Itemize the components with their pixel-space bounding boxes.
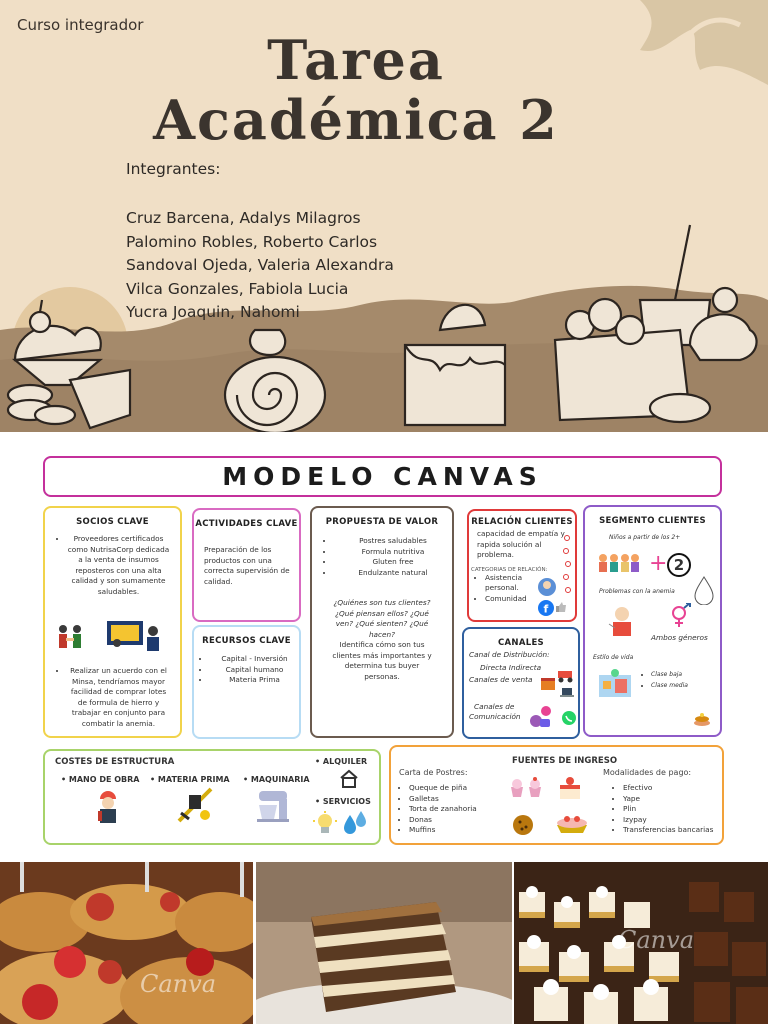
member-name: Sandoval Ojeda, Valeria Alexandra xyxy=(126,256,394,274)
propuesta-valor-box xyxy=(310,506,454,738)
recursos-item: • Capital - Inversión xyxy=(210,654,299,665)
cupcakes-icon xyxy=(507,773,547,799)
store-icon xyxy=(540,677,556,691)
pago-item: • Transferencias bancarias xyxy=(623,825,713,836)
carta-item: • Queque de piña xyxy=(409,783,477,794)
propuesta-item: • Formula nutritiva xyxy=(334,547,452,558)
segmento-class: • Clase baja xyxy=(651,670,688,681)
lifestyle-icon xyxy=(595,667,635,703)
costes-rent-label: • ALQUILER xyxy=(315,757,368,766)
segmento-lifestyle: Estilo de vida xyxy=(593,654,634,661)
canva-watermark: Canva xyxy=(140,970,216,998)
segmento-kids: Niños a partir de los 2+ xyxy=(609,534,681,541)
title-line-2: Académica 2 xyxy=(153,88,559,152)
canva-watermark: Canva xyxy=(618,926,694,954)
socios-item: • Proveedores certificados como NutrisaCorp dedicada a la venta de insumos reposteros con una alta calidad y son sumamente saludables. xyxy=(67,534,170,597)
carta-label: Carta de Postres: xyxy=(399,768,468,777)
recursos-item: • Materia Prima xyxy=(210,675,299,686)
carta-item: • Torta de zanahoria xyxy=(409,804,477,815)
costes-services: SERVICIOS xyxy=(322,797,371,806)
canvas-title: MODELO CANVAS xyxy=(43,456,722,497)
recursos-item: • Capital humano xyxy=(210,665,299,676)
laptop-icon xyxy=(560,687,574,699)
propuesta-item: • Postres saludables xyxy=(334,536,452,547)
two-badge: 2 xyxy=(667,553,691,577)
members-list xyxy=(126,207,394,325)
handshake-icon xyxy=(55,623,85,653)
actividades-clave-box xyxy=(192,508,301,622)
segmento-anemia: Problemas con la anemia xyxy=(599,588,675,595)
pastries-photo xyxy=(0,862,253,1024)
socios-item: • Realizar un acuerdo con el Minsa, tendríamos mayor facilidad de comprar lotes de formula de hierro y trabajar en conjunto para combatir la anemia. xyxy=(67,666,170,729)
fuentes-ingreso-box xyxy=(389,745,724,845)
layer-cake-image xyxy=(256,862,512,1024)
member-name: Yucra Joaquin, Nahomi xyxy=(126,303,300,321)
course-name: Curso integrador xyxy=(17,16,144,34)
carta-item: • Muffins xyxy=(409,825,477,836)
facebook-icon xyxy=(538,600,554,616)
mini-desserts-photo xyxy=(514,862,768,1024)
gender-icon xyxy=(669,603,693,631)
pago-item: • Yape xyxy=(623,794,713,805)
children-icon xyxy=(597,552,641,574)
costes-machinery-label: • MAQUINARIA xyxy=(243,775,310,784)
member-name: Palomino Robles, Roberto Carlos xyxy=(126,232,378,251)
pago-label: Modalidades de pago: xyxy=(603,768,692,777)
relacion-item: • Comunidad xyxy=(485,594,539,605)
canales-distribucion: Canal de Distribución: xyxy=(469,650,550,659)
relacion-header: RELACIÓN CLIENTES xyxy=(471,517,573,527)
meeting-icon xyxy=(107,619,165,653)
delivery-icon xyxy=(556,663,576,683)
sick-person-icon xyxy=(605,604,639,638)
layer-cake-photo xyxy=(256,862,512,1024)
propuesta-questions: ¿Quiénes son tus clientes? ¿Qué piensan ellos? ¿Qué ven? ¿Qué sienten? ¿Qué hacen? xyxy=(333,598,431,639)
blood-drop-icon xyxy=(693,575,715,605)
canales-header: CANALES xyxy=(498,638,544,648)
costes-material: MATERIA PRIMA xyxy=(157,775,230,784)
avatar-icon xyxy=(537,577,557,597)
members-label: Integrantes: xyxy=(126,160,221,178)
mixer-icon xyxy=(255,789,291,823)
propuesta-item: • Gluten free xyxy=(334,557,452,568)
tart-icon xyxy=(555,807,589,835)
lightbulb-icon xyxy=(313,811,337,837)
relacion-clientes-box xyxy=(467,509,577,622)
costes-header: COSTES DE ESTRUCTURA xyxy=(55,757,175,767)
canales-box xyxy=(462,627,580,739)
pago-item: • Efectivo xyxy=(623,783,713,794)
pastries-image xyxy=(0,862,253,1024)
recursos-clave-box xyxy=(192,625,301,739)
title-line-1: Tarea xyxy=(267,28,445,92)
segmento-class: • Clase media xyxy=(651,681,688,692)
relacion-categories-label: CATEGORIAS DE RELACIÓN: xyxy=(471,566,548,573)
pago-item: • Izypay xyxy=(623,815,713,826)
costes-labor-label: • MANO DE OBRA xyxy=(61,775,140,784)
cake-icon xyxy=(557,773,583,803)
costes-material-label: • MATERIA PRIMA xyxy=(150,775,230,784)
house-icon xyxy=(339,769,359,789)
costes-services-label: • SERVICIOS xyxy=(315,797,371,806)
cookies-icon xyxy=(511,813,541,837)
socios-header: SOCIOS CLAVE xyxy=(76,517,149,527)
socios-clave-box xyxy=(43,506,182,738)
actividades-header: ACTIVIDADES CLAVE xyxy=(195,519,298,529)
member-name: Vilca Gonzales, Fabiola Lucia xyxy=(126,279,349,298)
carta-item: • Donas xyxy=(409,815,477,826)
water-drops-icon xyxy=(341,809,369,839)
svg-text:f: f xyxy=(543,602,549,616)
plus-sign: + xyxy=(649,551,668,576)
social-media-icon xyxy=(526,701,556,731)
segmento-genders: Ambos géneros xyxy=(651,633,708,642)
costes-estructura-box xyxy=(43,749,381,845)
propuesta-header: PROPUESTA DE VALOR xyxy=(325,517,439,527)
whatsapp-icon xyxy=(561,710,577,726)
pancake-icon xyxy=(693,711,711,727)
canales-comunicacion-2: Comunicación xyxy=(469,712,521,721)
actividades-text: Preparación de los productos con una correcta supervisión de calidad. xyxy=(204,545,290,586)
costes-rent: ALQUILER xyxy=(322,757,368,766)
segmento-clientes-box xyxy=(583,505,722,737)
costes-labor: MANO DE OBRA xyxy=(68,775,140,784)
relacion-item: • Asistencia personal. xyxy=(485,573,539,594)
recursos-header: RECURSOS CLAVE xyxy=(202,636,291,646)
cover-section xyxy=(0,0,768,432)
carta-item: • Galletas xyxy=(409,794,477,805)
segmento-header: SEGMENTO CLIENTES xyxy=(599,516,706,526)
propuesta-text: Identifica cómo son tus clientes más importantes y determina tus buyer personas. xyxy=(332,640,432,681)
member-name: Cruz Barcena, Adalys Milagros xyxy=(126,209,361,227)
canales-venta: Canales de venta xyxy=(469,675,533,684)
ingredients-icon xyxy=(175,785,215,825)
canales-comunicacion-1: Canales de xyxy=(474,701,515,711)
fuentes-header: FUENTES DE INGRESO xyxy=(512,756,618,766)
relacion-text: capacidad de empatía y rapida solución al problema. xyxy=(477,529,565,559)
costes-machinery: MAQUINARIA xyxy=(250,775,310,784)
hearts-icon xyxy=(561,533,573,603)
worker-icon xyxy=(93,789,123,825)
propuesta-item: • Endulzante natural xyxy=(334,568,452,579)
canales-directa: Directa Indirecta xyxy=(480,662,542,672)
pago-item: • Plin xyxy=(623,804,713,815)
